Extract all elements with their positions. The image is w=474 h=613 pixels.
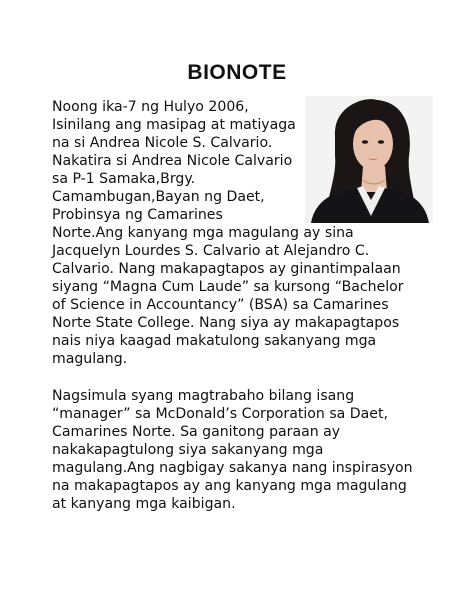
paragraph-line: Noong ika-7 ng Hulyo 2006, (52, 99, 249, 115)
paragraph-line: of Science in Accountancy” (BSA) sa Camarines (52, 297, 389, 313)
paragraph-line: Probinsya ng Camarines (52, 207, 223, 223)
bio-paragraph-1 (52, 98, 404, 368)
paragraph-line: na si Andrea Nicole S. Calvario. (52, 135, 273, 151)
paragraph-line: na makapagtapos ay ang kanyang mga magulang (52, 478, 407, 494)
paragraph-line: siyang “Magna Cum Laude” sa kursong “Bachelor (52, 279, 404, 295)
paragraph-line: at kanyang mga kaibigan. (52, 496, 236, 512)
paragraph-line: Nakatira si Andrea Nicole Calvario (52, 153, 293, 169)
paragraph-line: Norte.Ang kanyang mga magulang ay sina (52, 225, 354, 241)
bio-paragraph-2 (52, 387, 413, 513)
paragraph-line: Nagsimula syang magtrabaho bilang isang (52, 388, 355, 404)
paragraph-line: nais niya kaagad makatulong sakanyang mga (52, 333, 377, 349)
paragraph-line: Camambugan,Bayan ng Daet, (52, 189, 265, 205)
page-title: BIONOTE (187, 61, 287, 84)
paragraph-line: Camarines Norte. Sa ganitong paraan ay (52, 424, 341, 440)
paragraph-line: Jacquelyn Lourdes S. Calvario at Alejandro C. (52, 243, 370, 259)
paragraph-line: Norte State College. Nang siya ay makapagtapos (52, 315, 400, 331)
paragraph-line: Calvario. Nang makapagtapos ay ginantimpalaan (52, 261, 401, 277)
paragraph-line: sa P-1 Samaka,Brgy. (52, 171, 196, 187)
paragraph-line: magulang.Ang nagbigay sakanya nang inspirasyon (52, 460, 413, 476)
paragraph-line: magulang. (52, 351, 128, 367)
paragraph-line: “manager” sa McDonald’s Corporation sa Daet, (52, 406, 388, 422)
paragraph-line: Isinilang ang masipag at matiyaga (52, 117, 296, 133)
paragraph-line: nakakapagtulong siya sakanyang mga (52, 442, 324, 458)
